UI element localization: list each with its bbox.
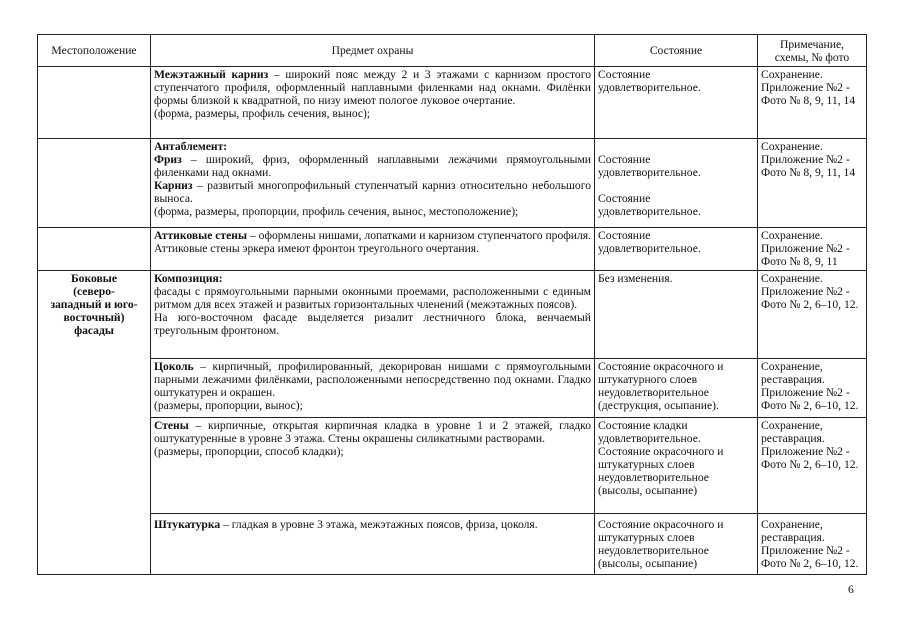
note-line: Фото № 2, 6–10, 12. <box>761 399 859 412</box>
state-cell <box>595 514 758 575</box>
state-line: Состояние <box>598 229 651 242</box>
subject-cell <box>151 359 595 418</box>
note-line: Сохранение, <box>761 419 823 432</box>
state-cell <box>595 418 758 514</box>
state-cell <box>595 359 758 418</box>
note-line: Приложение №2 - <box>761 242 850 255</box>
note-line: Сохранение. <box>761 140 823 153</box>
note-cell <box>758 67 867 139</box>
subject-text: – гладкая в уровне 3 этажа, межэтажных поясов, фриза, цоколя. <box>220 518 538 531</box>
state-line: Состояние окрасочного и <box>598 518 724 531</box>
state-cell <box>595 139 758 228</box>
location-line: фасады <box>74 324 114 337</box>
note-line: Фото № 2, 6–10, 12. <box>761 298 859 311</box>
location-line: (северо- <box>73 285 115 298</box>
note-line: Приложение №2 - <box>761 445 850 458</box>
note-line: Фото № 8, 9, 11, 14 <box>761 94 856 107</box>
state-line: (деструкция, осыпание). <box>598 399 719 412</box>
state-line: удовлетворительное. <box>598 432 701 445</box>
subject-text: – кирпичные, открытая кирпичная кладка в уровне 1 и 2 этажей, гладко оштукатуренные в уровне 3 этажа. Стены окрашены силикатными растворами. <box>154 419 591 445</box>
state-line: Состояние <box>598 192 651 205</box>
subject-cell <box>151 139 595 228</box>
subject-title: Композиция: <box>154 272 223 285</box>
subject-text: – кирпичный, профилированный, декорирован нишами с прямоугольными парными лежачими филёнками, расположенными непосредственно под окнами. Гладко оштукатурен и окрашен. <box>154 360 591 399</box>
state-line: Состояние окрасочного и <box>598 445 724 458</box>
state-line: удовлетворительное. <box>598 166 701 179</box>
subject-term: Штукатурка <box>154 518 221 531</box>
subject-term: Фриз <box>154 153 182 166</box>
note-line: Приложение №2 - <box>761 544 850 557</box>
subject-params: (размеры, пропорции, способ кладки); <box>154 445 344 458</box>
note-cell <box>758 139 867 228</box>
state-cell <box>595 271 758 359</box>
note-line: Фото № 2, 6–10, 12. <box>761 458 859 471</box>
note-line: реставрация. <box>761 531 825 544</box>
state-cell <box>595 228 758 271</box>
location-cell-empty <box>38 228 151 271</box>
table-row <box>38 139 867 228</box>
subject-term: Аттиковые стены <box>154 229 248 242</box>
table-row <box>38 271 867 359</box>
note-cell <box>758 514 867 575</box>
note-cell <box>758 359 867 418</box>
state-line: неудовлетворительное <box>598 386 709 399</box>
note-line: Фото № 8, 9, 11, 14 <box>761 166 856 179</box>
note-cell <box>758 271 867 359</box>
subject-cell <box>151 271 595 359</box>
note-line: Сохранение, <box>761 518 823 531</box>
note-line: Сохранение, <box>761 360 823 373</box>
subject-title: Антаблемент: <box>154 140 228 153</box>
subject-cell <box>151 67 595 139</box>
subject-text: – развитый многопрофильный ступенчатый карниз относительно небольшого выноса. <box>154 179 591 205</box>
state-line: штукатурных слоев <box>598 531 695 544</box>
header-location: Местоположение <box>38 35 151 67</box>
note-line: реставрация. <box>761 373 825 386</box>
location-cell-empty <box>38 139 151 228</box>
table-header-row <box>38 35 867 67</box>
subject-params: (размеры, пропорции, вынос); <box>154 399 303 412</box>
note-cell <box>758 418 867 514</box>
note-line: Сохранение. <box>761 272 823 285</box>
subject-term: Цоколь <box>154 360 194 373</box>
subject-text: – оформлены нишами, лопатками и карнизом ступенчатого профиля. Аттиковые стены эркера имеют фронтон треугольного очертания. <box>154 229 591 255</box>
location-cell <box>38 271 151 575</box>
note-line: Сохранение. <box>761 229 823 242</box>
note-line: реставрация. <box>761 432 825 445</box>
state-line: удовлетворительное. <box>598 81 701 94</box>
location-line: Боковые <box>71 272 117 285</box>
note-line: Сохранение. <box>761 68 823 81</box>
state-line: неудовлетворительное <box>598 544 709 557</box>
heritage-protection-table <box>37 34 867 575</box>
subject-text: – широкий, фриз, оформленный наплавными лежачими прямоугольными филенками над окнами. <box>154 153 591 179</box>
state-line: удовлетворительное. <box>598 242 701 255</box>
subject-cell <box>151 418 595 514</box>
subject-term: Карниз <box>154 179 193 192</box>
subject-term: Стены <box>154 419 189 432</box>
note-line: Приложение №2 - <box>761 285 850 298</box>
header-subject: Предмет охраны <box>151 35 595 67</box>
state-line: Состояние <box>598 68 651 81</box>
note-line: Приложение №2 - <box>761 81 850 94</box>
subject-text: – широкий пояс между 2 и 3 этажами с карнизом простого ступенчатого профиля, оформленный наплавными филенками над окнами. Филёнки формы близкой к квадратной, по низу имеют пологое луковое очертание. <box>154 68 591 107</box>
table-row <box>38 418 867 514</box>
subject-params: (форма, размеры, профиль сечения, вынос); <box>154 107 371 120</box>
location-cell-empty <box>38 67 151 139</box>
header-state: Состояние <box>595 35 758 67</box>
table-row <box>38 514 867 575</box>
table-row <box>38 359 867 418</box>
note-line: Фото № 2, 6–10, 12. <box>761 557 859 570</box>
state-line: Состояние <box>598 153 651 166</box>
page-number: 6 <box>848 583 854 596</box>
location-line: западный и юго- <box>50 298 138 311</box>
state-line: Состояние окрасочного и <box>598 360 724 373</box>
state-line: штукатурного слоев <box>598 373 698 386</box>
state-line: штукатурных слоев <box>598 458 695 471</box>
table-row <box>38 67 867 139</box>
subject-text: На юго-восточном фасаде выделяется ризалит лестничного блока, венчаемый треугольным фронтоном. <box>154 311 591 337</box>
state-cell <box>595 67 758 139</box>
state-line: удовлетворительное. <box>598 205 701 218</box>
state-line: неудовлетворительное <box>598 471 709 484</box>
note-cell <box>758 228 867 271</box>
header-note <box>758 35 867 67</box>
table-row <box>38 228 867 271</box>
header-note-line2: схемы, № фото <box>774 50 850 64</box>
state-line: Состояние кладки <box>598 419 688 432</box>
subject-cell <box>151 514 595 575</box>
state-line: (высолы, осыпание) <box>598 557 698 570</box>
subject-cell <box>151 228 595 271</box>
subject-term: Межэтажный карниз <box>154 68 269 81</box>
location-line: восточный) <box>63 311 125 324</box>
subject-params: (форма, размеры, пропорции, профиль сечения, вынос, местоположение); <box>154 205 519 218</box>
note-line: Приложение №2 - <box>761 386 850 399</box>
state-line: (высолы, осыпание) <box>598 484 698 497</box>
header-note-line1: Примечание, <box>780 37 844 51</box>
subject-text: фасады с прямоугольными парными оконными проемами, расположенными с единым ритмом для всех этажей и развитых горизонтальных членений (межэтажных поясов). <box>154 285 591 311</box>
note-line: Фото № 8, 9, 11 <box>761 255 838 268</box>
note-line: Приложение №2 - <box>761 153 850 166</box>
state-line: Без изменения. <box>598 272 673 285</box>
